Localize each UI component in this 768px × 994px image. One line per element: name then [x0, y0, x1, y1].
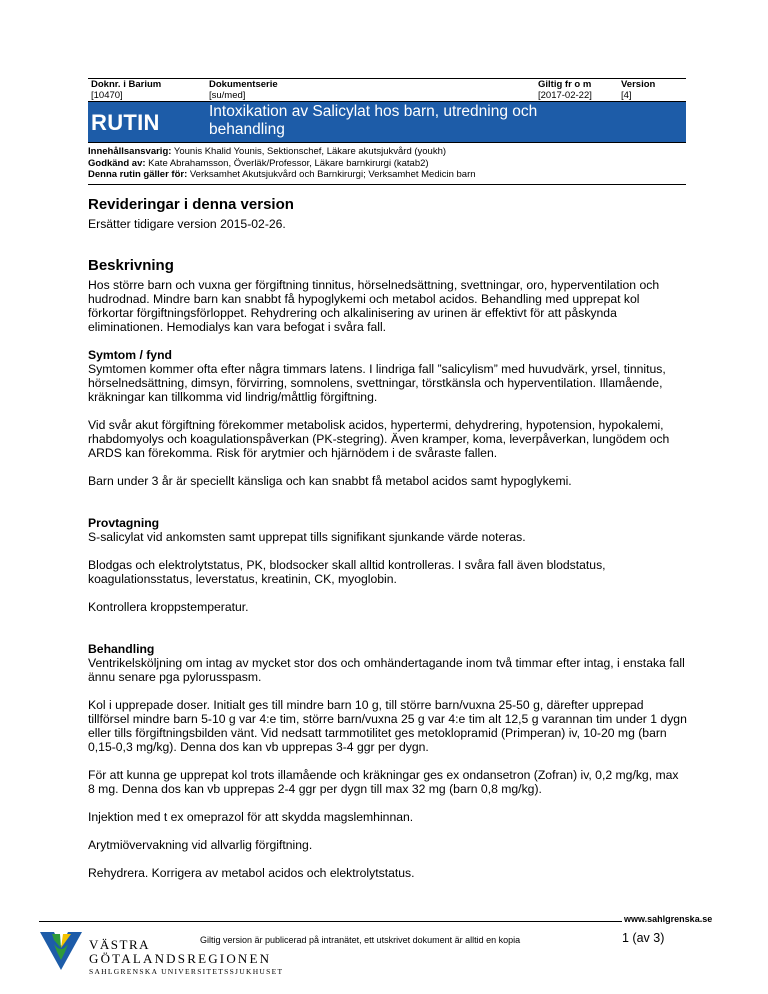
page-number: 1 (av 3)	[622, 931, 665, 945]
godkand-line	[88, 158, 686, 170]
vgr-logo-icon	[38, 928, 84, 972]
revisions-text: Ersätter tidigare version 2015-02-26.	[88, 217, 286, 231]
logo-line-1: VÄSTRA	[89, 937, 151, 952]
provtagning-p2: Blodgas och elektrolytstatus, PK, blodsocker skall alltid kontrolleras. I svåra fall även blodstatus, koagulationsstatus, leverstatus, kreatinin, CK, myoglobin.	[88, 558, 606, 586]
giltig-value: [2017-02-22]	[538, 90, 592, 101]
godkand-label: Godkänd av:	[88, 157, 146, 169]
beskrivning-heading: Beskrivning	[88, 257, 174, 274]
godkand-value: Kate Abrahamsson, Överläk/Professor, Läkare barnkirurgi (katab2)	[145, 157, 429, 169]
behandling-p2: Kol i upprepade doser. Initialt ges till mindre barn 10 g, till större barn/vuxna 25-50 g, därefter upprepad tillförsel mindre barn 5-10 g var 4:e tim, större barn/vuxna 25 g var 4:e tim alt 12,5 g varannan tim under 1 dygn eller tills förgiftningsbilden vänt. Vid nedsatt tarmmotilitet ges metoklopramid (Primperan) iv, 10-20 mg (barn 0,15-0,3 mg/kg). Denna dos kan vb upprepas 3-4 ggr per dygn.	[88, 698, 687, 754]
behandling-p3: För att kunna ge upprepat kol trots illamående och kräkningar ges ex ondansetron (Zofran) iv, 0,2 mg/kg, max 8 mg. Denna dos kan vb upprepas 2-4 ggr per dygn till max 32 mg (barn 0,8 mg/kg).	[88, 768, 679, 796]
logo-line-3: SAHLGRENSKA UNIVERSITETSSJUKHUSET	[89, 967, 284, 976]
symtom-heading: Symtom / fynd	[88, 348, 172, 362]
behandling-p1: Ventrikelsköljning om intag av mycket stor dos och omhändertagande inom två timmar efter intag, i enstaka fall ännu senare pga pylorusspasm.	[88, 656, 685, 684]
provtagning-heading: Provtagning	[88, 516, 160, 530]
symtom-p2: Vid svår akut förgiftning förekommer metabolisk acidos, hypertermi, dehydrering, hypotension, hypokalemi, rhabdomyolys och koagulationspåverkan (PK-stegring). Även kramper, koma, leverpåverkan, lungödem och ARDS kan förekomma. Risk för arytmier och hjärnödem i de svåraste fallen.	[88, 418, 670, 460]
logo-line-2: GÖTALANDSREGIONEN	[89, 951, 272, 966]
symtom-p1: Symtomen kommer ofta efter några timmars latens. I lindriga fall ”salicylism” med huvudvärk, yrsel, tinnitus, hörselnedsättning, dimsyn, förvirring, somnolens, svettningar, törstkänsla och hyperventilation. Illamående, kräkningar kan tillkomma vid lindrig/måttlig förgiftning.	[88, 362, 666, 404]
behandling-p4: Injektion med t ex omeprazol för att skydda magslemhinnan.	[88, 810, 414, 824]
doknr-value: [10470]	[91, 90, 123, 101]
serie-label: Dokumentserie	[209, 79, 278, 90]
doknr-label: Doknr. i Barium	[91, 79, 162, 90]
footer-url: www.sahlgrenska.se	[624, 914, 713, 924]
galler-line	[88, 169, 686, 181]
document-header	[88, 78, 686, 185]
footer-divider	[39, 921, 622, 922]
giltig-label: Giltig fr o m	[538, 79, 592, 90]
symtom-p3: Barn under 3 år är speciellt känsliga och kan snabbt få metabol acidos samt hypoglykemi.	[88, 474, 572, 488]
galler-value: Verksamhet Akutsjukvård och Barnkirurgi; Verksamhet Medicin barn	[187, 169, 476, 180]
ansvarig-label: Innehållsansvarig:	[88, 146, 172, 157]
ansvarig-line	[88, 146, 686, 158]
behandling-p6: Rehydrera. Korrigera av metabol acidos och elektrolytstatus.	[88, 866, 415, 880]
header-meta-row	[88, 78, 686, 101]
behandling-heading: Behandling	[88, 642, 155, 656]
ansvarig-value: Younis Khalid Younis, Sektionschef, Läkare akutsjukvård (youkh)	[171, 146, 447, 157]
revisions-heading: Revideringar i denna version	[88, 196, 294, 213]
title-band	[88, 101, 686, 143]
galler-label: Denna rutin gäller för:	[88, 169, 188, 180]
responsibility-block	[88, 143, 686, 185]
version-label: Version	[621, 79, 656, 90]
footer-validity-note: Giltig version är publicerad på intranätet, ett utskrivet dokument är alltid en kopia	[200, 935, 521, 945]
version-value: [4]	[621, 90, 632, 101]
document-body	[88, 196, 688, 880]
doc-type-label: RUTIN	[91, 110, 160, 135]
beskrivning-intro: Hos större barn och vuxna ger förgiftning tinnitus, hörselnedsättning, svettningar, oro, hyperventilation och hudrodnad. Mindre barn kan snabbt få hypoglykemi och metabol acidos. Behandling med upprepat kol förkortar förgiftningsförloppet. Rehydrering och alkalinisering av urinen är effektivt för att påskynda eliminationen. Hemodialys kan vara befogat i svåra fall.	[88, 278, 660, 334]
behandling-p5: Arytmiövervakning vid allvarlig förgiftning.	[88, 838, 313, 852]
serie-value: [su/med]	[209, 90, 246, 101]
provtagning-p1: S-salicylat vid ankomsten samt upprepat tills signifikant sjunkande värde noteras.	[88, 530, 526, 544]
document-title: Intoxikation av Salicylat hos barn, utredning och behandling	[209, 103, 538, 138]
provtagning-p3: Kontrollera kroppstemperatur.	[88, 600, 249, 614]
